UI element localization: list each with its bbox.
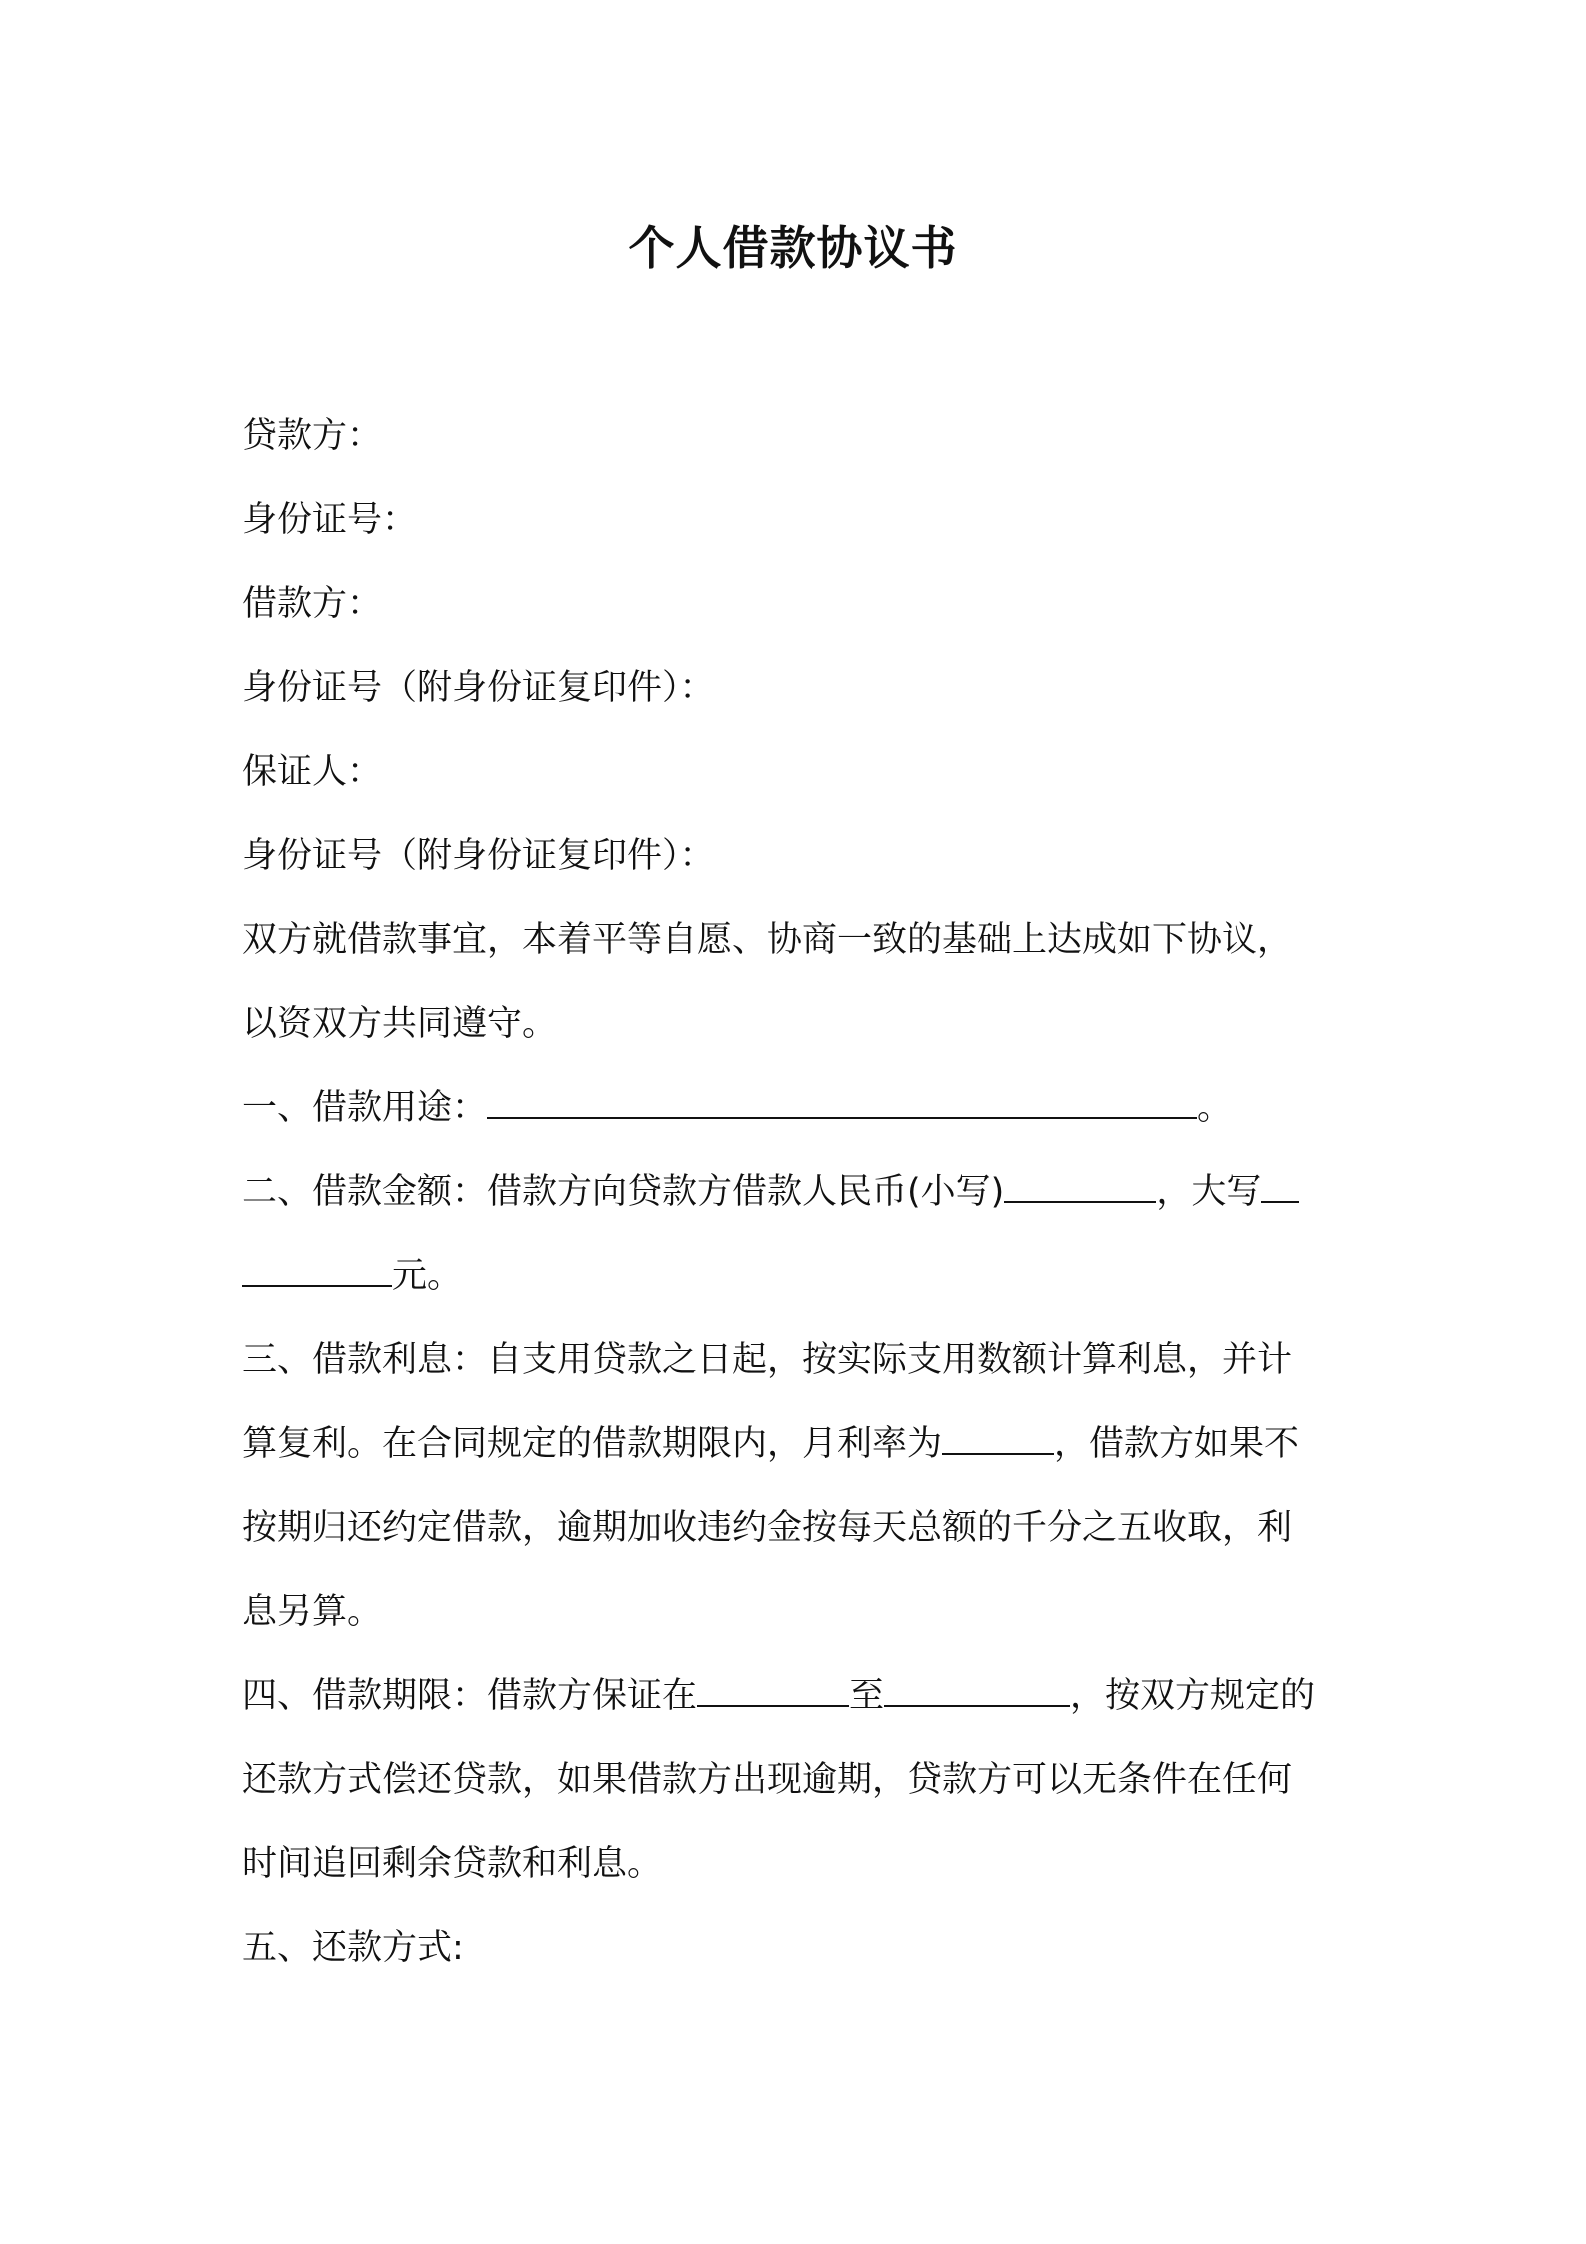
borrower-label: 借款方： — [242, 584, 383, 624]
preamble-line-1: 双方就借款事宜，本着平等自愿、协商一致的基础上达成如下协议， — [242, 920, 1293, 960]
clause-4-line-1b: 至 — [849, 1676, 885, 1716]
borrower-id-label: 身份证号（附身份证复印件）： — [242, 668, 715, 708]
clause-4-line-3: 时间追回剩余贷款和利息。 — [242, 1844, 663, 1884]
amount-uppercase-blank-start — [1261, 1171, 1299, 1203]
clause-4-line-1c: ，按双方规定的 — [1070, 1676, 1316, 1716]
clause-3-line-4: 息另算。 — [242, 1592, 383, 1632]
preamble-line-2: 以资双方共同遵守。 — [242, 1004, 558, 1044]
clause-4-line-1 — [242, 1668, 1315, 1724]
clause-3-line-1: 三、借款利息：自支用贷款之日起，按实际支用数额计算利息，并计 — [242, 1340, 1293, 1380]
clause-2-amount — [242, 1164, 1299, 1220]
clause-4-line-1a: 四、借款期限：借款方保证在 — [242, 1676, 698, 1716]
clause-1-usage — [242, 1080, 1232, 1136]
document-title: 个人借款协议书 — [628, 221, 958, 275]
clause-1-end: 。 — [1197, 1088, 1233, 1128]
clause-2-end: 元。 — [392, 1256, 463, 1296]
guarantor-label: 保证人： — [242, 752, 383, 792]
monthly-rate-blank — [942, 1423, 1054, 1455]
clause-3-line-3: 按期归还约定借款，逾期加收违约金按每天总额的千分之五收取，利 — [242, 1508, 1293, 1548]
clause-3-line-2a: 算复利。在合同规定的借款期限内，月利率为 — [242, 1424, 943, 1464]
clause-2-mid: ，大写 — [1156, 1172, 1262, 1212]
clause-2-amount-cont — [242, 1248, 462, 1304]
term-start-blank — [697, 1675, 849, 1707]
clause-4-line-2: 还款方式偿还贷款，如果借款方出现逾期，贷款方可以无条件在任何 — [242, 1760, 1293, 1800]
clause-2-label: 二、借款金额：借款方向贷款方借款人民币(小写) — [242, 1172, 1005, 1212]
lender-id-label: 身份证号： — [242, 500, 418, 540]
guarantor-id-label: 身份证号（附身份证复印件）： — [242, 836, 715, 876]
lender-label: 贷款方： — [242, 416, 383, 456]
usage-blank — [487, 1087, 1197, 1119]
clause-3-line-2b: ，借款方如果不 — [1054, 1424, 1300, 1464]
clause-5-label: 五、还款方式: — [242, 1928, 464, 1968]
amount-lowercase-blank — [1004, 1171, 1156, 1203]
term-end-blank — [884, 1675, 1070, 1707]
clause-1-label: 一、借款用途： — [242, 1088, 488, 1128]
amount-uppercase-blank-end — [242, 1255, 392, 1287]
clause-3-line-2 — [242, 1416, 1299, 1472]
